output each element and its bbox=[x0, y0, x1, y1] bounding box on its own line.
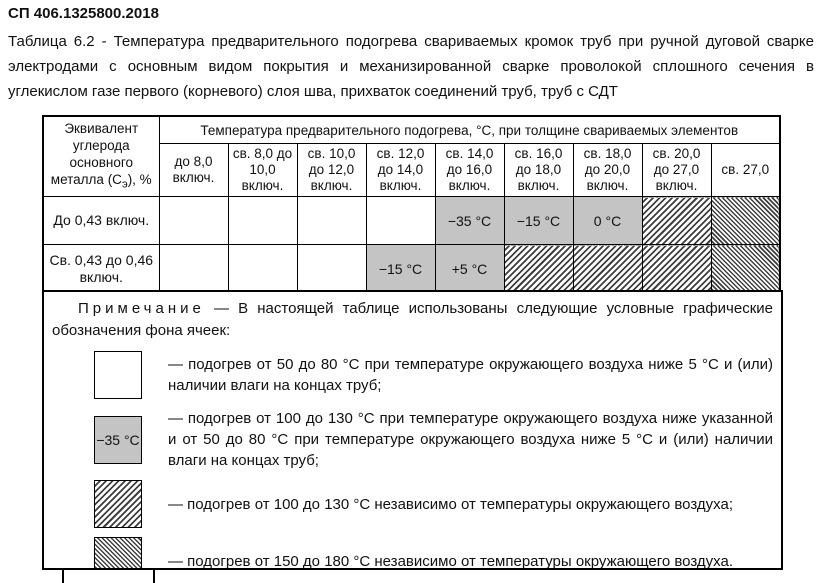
legend-item bbox=[94, 537, 773, 570]
temp-cell bbox=[573, 245, 642, 294]
note-label: Примечание bbox=[78, 300, 205, 317]
thickness-header-1: св. 8,0 до 10,0 включ. bbox=[228, 144, 297, 197]
temp-cell: −15 °С bbox=[504, 197, 573, 245]
doc-code: СП 406.1325800.2018 bbox=[8, 5, 159, 22]
temp-cell: 0 °С bbox=[573, 197, 642, 245]
legend-item bbox=[94, 351, 773, 399]
temp-cell bbox=[711, 245, 780, 294]
temp-cell: −15 °С bbox=[366, 245, 435, 294]
temp-cell bbox=[228, 245, 297, 294]
legend-text: — подогрев от 150 до 180 °С независимо от температуры окружающего воздуха. bbox=[168, 552, 733, 570]
table-row bbox=[43, 197, 780, 245]
carbon-header-text: Эквивалент углерода основного металла (С bbox=[50, 120, 139, 187]
temp-cell bbox=[297, 245, 366, 294]
thickness-header-5: св. 16,0 до 18,0 включ. bbox=[504, 144, 573, 197]
note-intro-text: — В настоящей таблице использованы следующие условные графические обозначения фона ячеек: bbox=[52, 300, 773, 339]
next-table-fragment-line bbox=[153, 570, 155, 583]
temp-cell bbox=[366, 197, 435, 245]
temp-cell bbox=[159, 197, 228, 245]
temp-cell bbox=[228, 197, 297, 245]
legend-text: — подогрев от 100 до 130 °С при температуре окружающего воздуха ниже указанной и от 50 до 80 °С при температуре окружающего воздуха ниже 5 °С и (или) наличии влаги на концах труб; bbox=[168, 410, 773, 469]
temp-cell bbox=[642, 245, 711, 294]
temp-cell bbox=[504, 245, 573, 294]
thickness-header-8: св. 27,0 bbox=[711, 144, 780, 197]
thickness-header-2: св. 10,0 до 12,0 включ. bbox=[297, 144, 366, 197]
temp-cell: −35 °С bbox=[435, 197, 504, 245]
row-label-carbon-low: До 0,43 включ. bbox=[43, 197, 159, 245]
note-intro bbox=[52, 298, 773, 342]
temp-cell bbox=[642, 197, 711, 245]
legend-item bbox=[94, 408, 773, 471]
table-row bbox=[43, 245, 780, 294]
next-table-fragment-line bbox=[62, 570, 64, 583]
thickness-header-3: св. 12,0 до 14,0 включ. bbox=[366, 144, 435, 197]
table-caption: Таблица 6.2 - Температура предварительного подогрева свариваемых кромок труб при ручной дуговой сварке электродами с основным видом покрытия и механизированной сварке проволокой сплошного сечения в углекислом газе первого (корневого) слоя шва, прихваток соединений труб, труб с СДТ bbox=[8, 33, 814, 100]
preheat-table bbox=[42, 115, 781, 294]
note-box bbox=[42, 290, 783, 570]
carbon-header-subscript: э bbox=[121, 178, 128, 191]
legend-text: — подогрев от 100 до 130 °С независимо от температуры окружающего воздуха; bbox=[168, 495, 733, 513]
temp-cell bbox=[297, 197, 366, 245]
carbon-header-tail: ), % bbox=[127, 171, 152, 187]
row-label-carbon-high: Св. 0,43 до 0,46 включ. bbox=[43, 245, 159, 294]
thickness-header-7: св. 20,0 до 27,0 включ. bbox=[642, 144, 711, 197]
legend-swatch-hatch-dense bbox=[94, 537, 142, 570]
carbon-equivalent-header bbox=[43, 116, 159, 197]
thickness-header-6: св. 18,0 до 20,0 включ. bbox=[573, 144, 642, 197]
temp-cell bbox=[711, 197, 780, 245]
temperature-span-header: Температура предварительного подогрева, °С, при толщине свариваемых элементов bbox=[159, 116, 780, 144]
legend-item bbox=[94, 480, 773, 528]
temp-cell bbox=[159, 245, 228, 294]
legend-swatch-white bbox=[94, 351, 142, 399]
legend-swatch-hatch-light bbox=[94, 480, 142, 528]
legend-swatch-gray: −35 °С bbox=[94, 416, 142, 464]
thickness-header-0: до 8,0 включ. bbox=[159, 144, 228, 197]
temp-cell: +5 °С bbox=[435, 245, 504, 294]
thickness-header-4: св. 14,0 до 16,0 включ. bbox=[435, 144, 504, 197]
legend-text: — подогрев от 50 до 80 °С при температуре окружающего воздуха ниже 5 °С и (или) наличии влаги на концах труб; bbox=[168, 356, 773, 394]
